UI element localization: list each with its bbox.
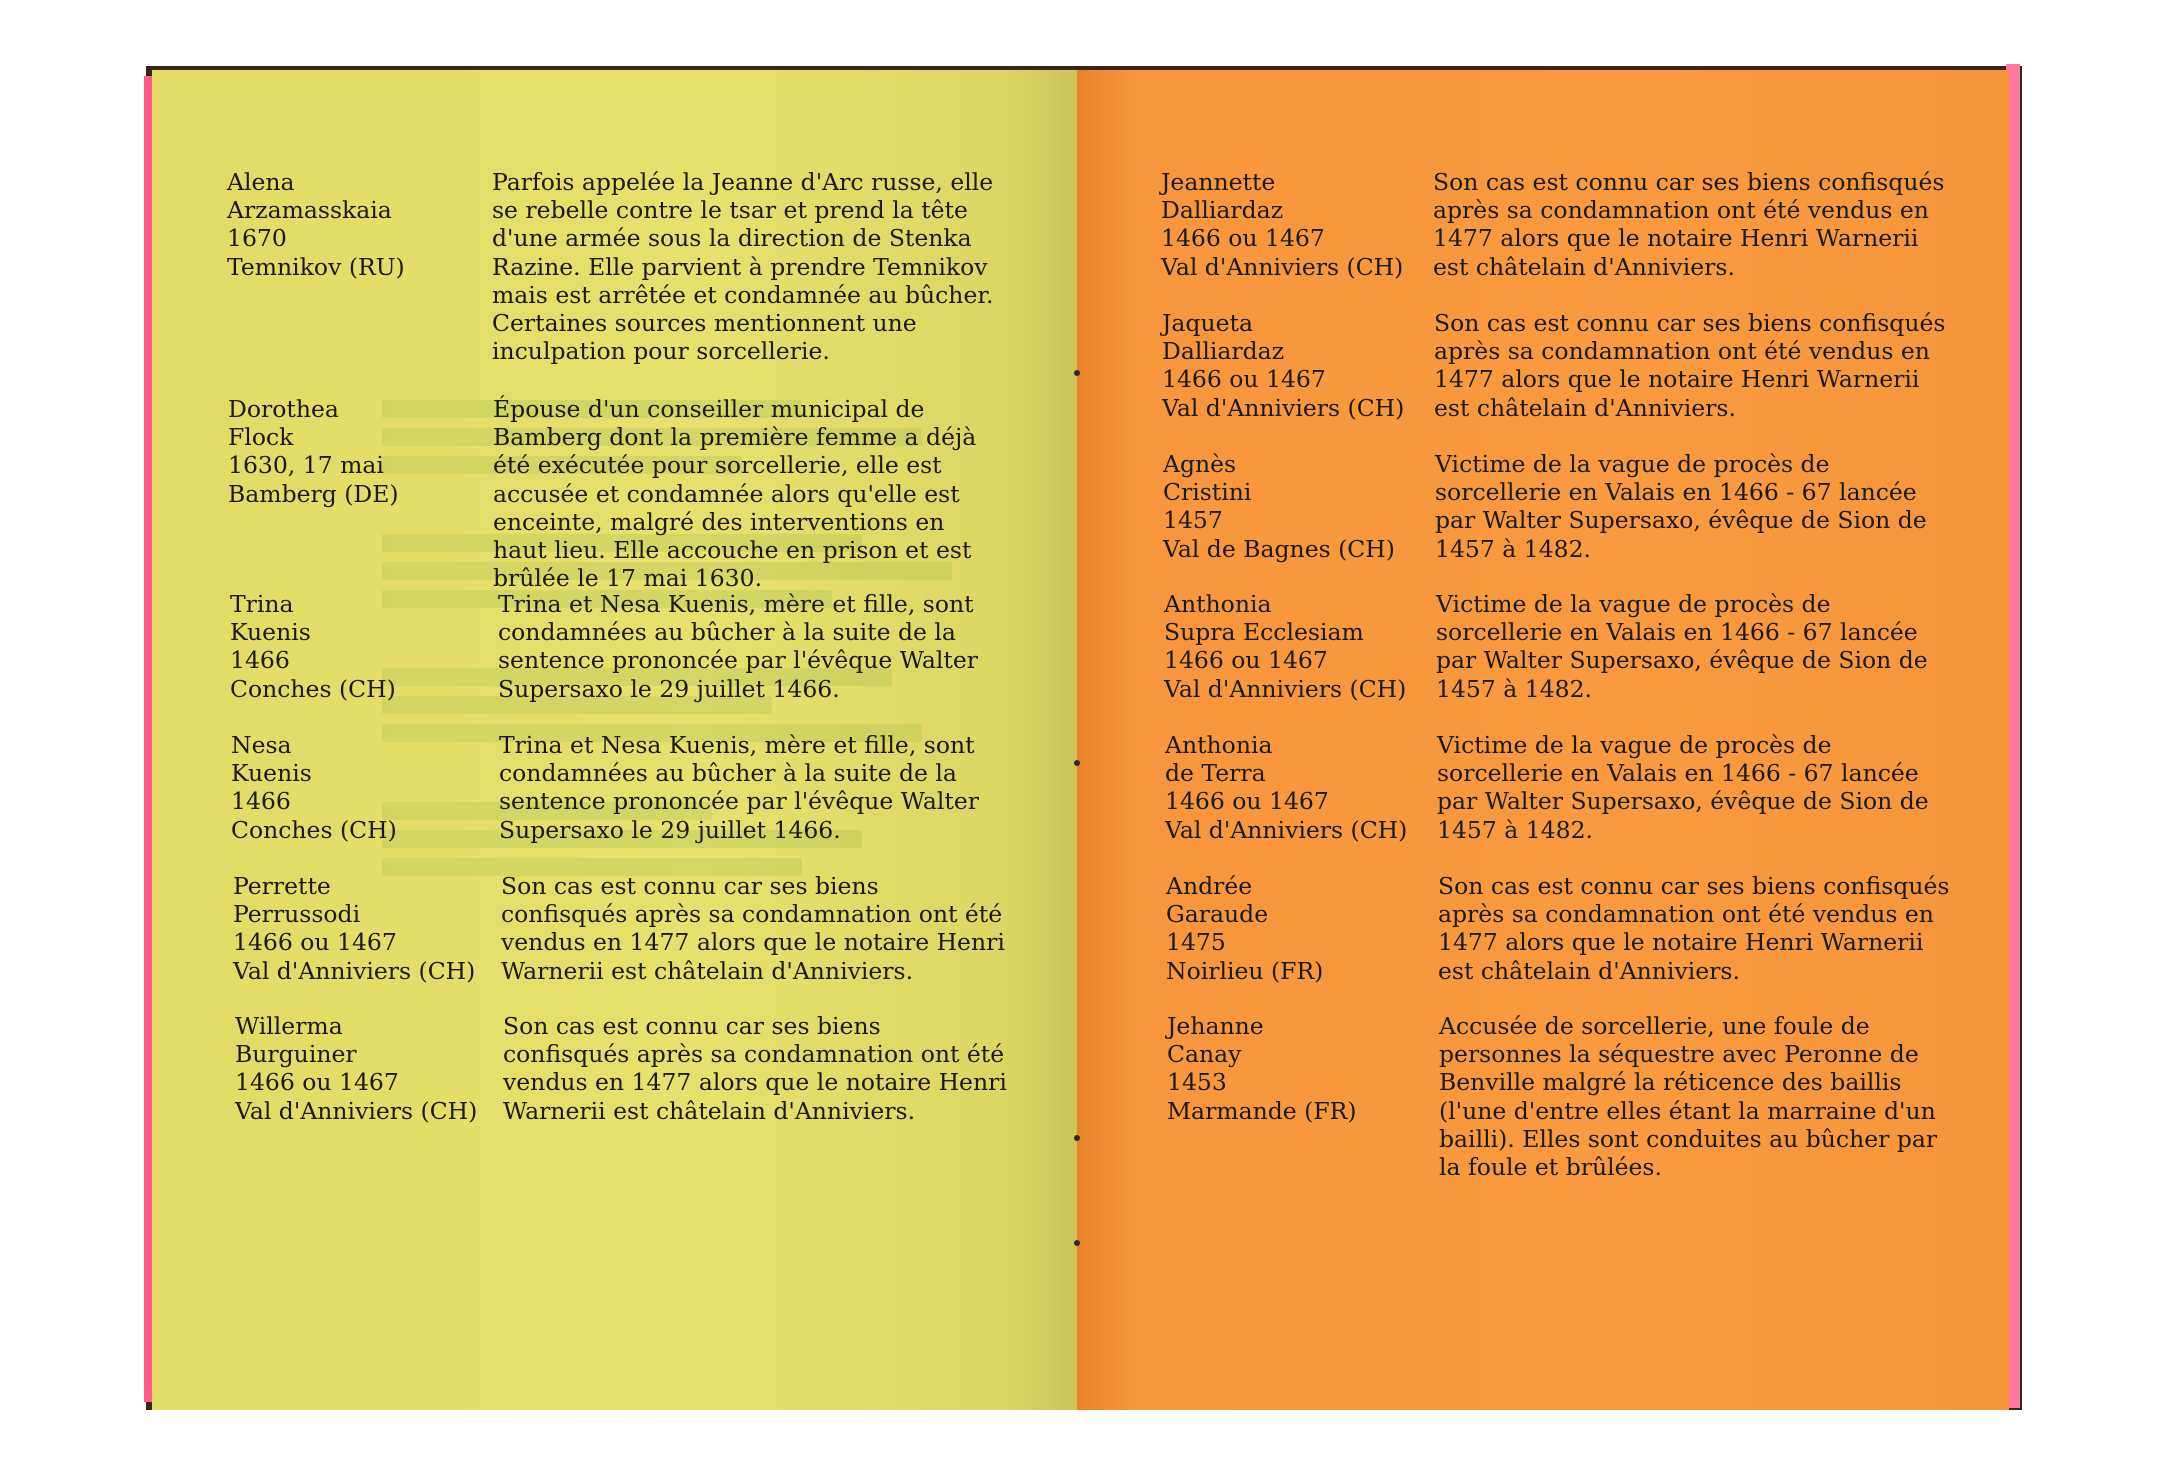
entry-description: Son cas est connu car ses biens confisqués après sa condamnation ont été vendus en 1477 alors que le notaire Henri Warnerii est châtelain d'Anniviers. — [503, 1012, 1007, 1125]
entry-name: Dorothea Flock 1630, 17 mai Bamberg (DE) — [228, 395, 399, 508]
staple-mark — [1074, 760, 1080, 766]
entry-name: Anthonia Supra Ecclesiam 1466 ou 1467 Val d'Anniviers (CH) — [1164, 590, 1407, 703]
entry-description: Victime de la vague de procès de sorcellerie en Valais en 1466 - 67 lancée par Walter Supersaxo, évêque de Sion de 1457 à 1482. — [1436, 590, 1928, 703]
entry-nesa-kuenis — [231, 731, 980, 844]
entry-description: Trina et Nesa Kuenis, mère et fille, sont condamnées au bûcher à la suite de la sentence prononcée par l'évêque Walter Supersaxo le 29 juillet 1466. — [499, 731, 980, 844]
entry-trina-kuenis — [230, 590, 979, 703]
entry-description: Son cas est connu car ses biens confisqués après sa condamnation ont été vendus en 1477 alors que le notaire Henri Warnerii est châtelain d'Anniviers. — [1438, 872, 1950, 985]
entry-perrette-perrussodi — [233, 872, 1005, 985]
entry-dorothea-flock — [228, 395, 977, 593]
entry-alena-arzamasskaia — [227, 168, 994, 366]
entry-anthonia-supra-ecclesiam — [1164, 590, 1928, 703]
entry-name: Perrette Perrussodi 1466 ou 1467 Val d'Anniviers (CH) — [233, 872, 476, 985]
entry-description: Épouse d'un conseiller municipal de Bamberg dont la première femme a déjà été exécutée pour sorcellerie, elle est accusée et condamnée alors qu'elle est enceinte, malgré des interventions en haut lieu. Elle accouche en prison et est brûlée le 17 mai 1630. — [493, 395, 977, 593]
entry-name: Agnès Cristini 1457 Val de Bagnes (CH) — [1163, 450, 1395, 563]
entry-anthonia-de-terra — [1165, 731, 1929, 844]
entry-description: Son cas est connu car ses biens confisqués après sa condamnation ont été vendus en 1477 alors que le notaire Henri Warnerii est châtelain d'Anniviers. — [501, 872, 1005, 985]
entry-jaqueta-dalliardaz — [1162, 309, 1946, 422]
staple-mark — [1074, 370, 1080, 376]
entry-agnes-cristini — [1163, 450, 1927, 563]
entry-name: Andrée Garaude 1475 Noirlieu (FR) — [1166, 872, 1324, 985]
entry-description: Victime de la vague de procès de sorcellerie en Valais en 1466 - 67 lancée par Walter Supersaxo, évêque de Sion de 1457 à 1482. — [1435, 450, 1927, 563]
entry-description: Parfois appelée la Jeanne d'Arc russe, elle se rebelle contre le tsar et prend la tête d'une armée sous la direction de Stenka Razine. Elle parvient à prendre Temnikov mais est arrêtée et condamnée au bûcher. Certaines sources mentionnent une inculpation pour sorcellerie. — [492, 168, 994, 366]
entry-description: Son cas est connu car ses biens confisqués après sa condamnation ont été vendus en 1477 alors que le notaire Henri Warnerii est châtelain d'Anniviers. — [1433, 168, 1945, 281]
entry-description: Son cas est connu car ses biens confisqués après sa condamnation ont été vendus en 1477 alors que le notaire Henri Warnerii est châtelain d'Anniviers. — [1434, 309, 1946, 422]
staple-mark — [1074, 1135, 1080, 1141]
entry-name: Alena Arzamasskaia 1670 Temnikov (RU) — [227, 168, 405, 281]
entry-description: Victime de la vague de procès de sorcellerie en Valais en 1466 - 67 lancée par Walter Supersaxo, évêque de Sion de 1457 à 1482. — [1437, 731, 1929, 844]
entry-name: Anthonia de Terra 1466 ou 1467 Val d'Anniviers (CH) — [1165, 731, 1408, 844]
entry-jeannette-dalliardaz — [1161, 168, 1945, 281]
entry-name: Jaqueta Dalliardaz 1466 ou 1467 Val d'Anniviers (CH) — [1162, 309, 1405, 422]
entry-name: Nesa Kuenis 1466 Conches (CH) — [231, 731, 397, 844]
entry-description: Accusée de sorcellerie, une foule de personnes la séquestre avec Peronne de Benville malgré la réticence des baillis (l'une d'entre elles étant la marraine d'un bailli). Elles sont conduites au bûcher par la foule et brûlées. — [1439, 1012, 1938, 1182]
entry-andree-garaude — [1166, 872, 1950, 985]
entry-name: Willerma Burguiner 1466 ou 1467 Val d'Anniviers (CH) — [235, 1012, 478, 1125]
entry-name: Jeannette Dalliardaz 1466 ou 1467 Val d'Anniviers (CH) — [1161, 168, 1404, 281]
entry-name: Trina Kuenis 1466 Conches (CH) — [230, 590, 396, 703]
entry-jehanne-canay — [1167, 1012, 1938, 1182]
entry-willerma-burguiner — [235, 1012, 1007, 1125]
entry-description: Trina et Nesa Kuenis, mère et fille, sont condamnées au bûcher à la suite de la sentence prononcée par l'évêque Walter Supersaxo le 29 juillet 1466. — [498, 590, 979, 703]
staple-mark — [1074, 1240, 1080, 1246]
entry-name: Jehanne Canay 1453 Marmande (FR) — [1167, 1012, 1357, 1125]
